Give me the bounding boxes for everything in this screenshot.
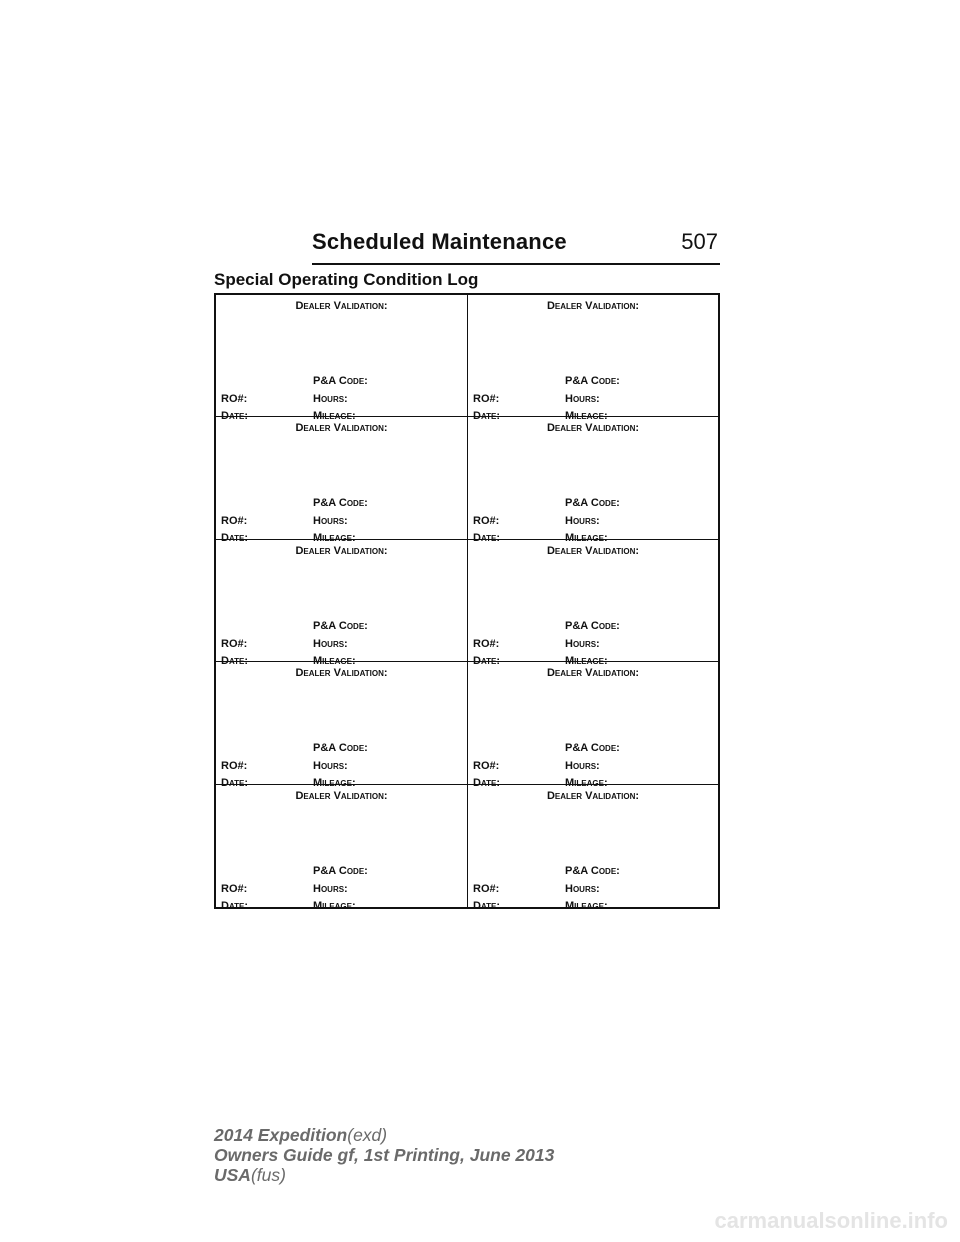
pa-code-label: P&A Code: (565, 375, 620, 387)
dealer-validation-label: Dealer Validation: (295, 300, 388, 312)
date-label: Date: (221, 532, 249, 545)
log-entry-cell (216, 540, 468, 667)
dealer-validation-label: Dealer Validation: (295, 667, 388, 680)
dealer-validation-label: Dealer Validation: (546, 667, 640, 680)
footer (214, 1125, 554, 1185)
dealer-validation-label: Dealer Validation: (546, 789, 640, 802)
hours-label: Hours: (565, 637, 600, 650)
log-grid (214, 293, 720, 912)
footer-line-2 (214, 1145, 554, 1165)
ro-number-label: RO#: (473, 515, 500, 528)
log-entry-cell (216, 417, 468, 545)
date-label: Date: (473, 777, 501, 790)
page-number: 507 (681, 229, 718, 254)
date-label: Date: (473, 410, 501, 422)
log-entry-cell (468, 662, 718, 790)
mileage-label: Mileage: (565, 532, 608, 545)
mileage-label: Mileage: (565, 654, 608, 667)
date-label: Date: (221, 899, 249, 912)
mileage-label: Mileage: (565, 777, 608, 790)
pa-code-label: P&A Code: (313, 619, 368, 632)
section-title: Scheduled Maintenance (312, 229, 567, 254)
footer-market-code: (fus) (250, 1165, 286, 1185)
hours-label: Hours: (313, 637, 348, 650)
date-label: Date: (221, 654, 249, 667)
footer-market: USA (214, 1165, 251, 1185)
pa-code-label: P&A Code: (565, 864, 620, 877)
page-header (312, 229, 720, 265)
ro-number-label: RO#: (473, 393, 500, 405)
date-label: Date: (473, 654, 501, 667)
log-entry-cell (468, 417, 718, 545)
hours-label: Hours: (565, 515, 600, 528)
dealer-validation-label: Dealer Validation: (546, 300, 640, 312)
dealer-validation-label: Dealer Validation: (546, 544, 640, 557)
date-label: Date: (473, 899, 501, 912)
dealer-validation-label: Dealer Validation: (295, 544, 388, 557)
ro-number-label: RO#: (221, 637, 248, 650)
dealer-validation-label: Dealer Validation: (546, 422, 640, 435)
mileage-label: Mileage: (313, 777, 356, 790)
ro-number-label: RO#: (221, 882, 248, 895)
hours-label: Hours: (313, 882, 348, 895)
date-label: Date: (221, 410, 249, 422)
footer-line-1 (214, 1125, 554, 1145)
footer-model-code: (exd) (347, 1125, 388, 1145)
log-entry-cell (468, 540, 718, 667)
mileage-label: Mileage: (565, 410, 608, 422)
ro-number-label: RO#: (221, 393, 248, 405)
log-entry-cell (468, 785, 718, 912)
hours-label: Hours: (313, 393, 348, 405)
hours-label: Hours: (565, 882, 600, 895)
ro-number-label: RO#: (221, 760, 248, 773)
date-label: Date: (473, 532, 501, 545)
log-entry-cell (216, 295, 468, 422)
ro-number-label: RO#: (473, 882, 500, 895)
hours-label: Hours: (565, 760, 600, 773)
mileage-label: Mileage: (313, 532, 356, 545)
pa-code-label: P&A Code: (565, 742, 620, 755)
pa-code-label: P&A Code: (313, 864, 368, 877)
dealer-validation-label: Dealer Validation: (295, 789, 388, 802)
pa-code-label: P&A Code: (565, 619, 620, 632)
log-entry-cell (216, 662, 468, 790)
log-entry-cell (216, 785, 468, 912)
mileage-label: Mileage: (313, 410, 356, 422)
pa-code-label: P&A Code: (313, 497, 368, 510)
pa-code-label: P&A Code: (565, 497, 620, 510)
log-entry-cell (468, 295, 718, 422)
hours-label: Hours: (313, 760, 348, 773)
log-title: Special Operating Condition Log (214, 270, 479, 289)
footer-line-3 (214, 1165, 554, 1185)
watermark: carmanualsonline.info (714, 1208, 948, 1233)
ro-number-label: RO#: (473, 637, 500, 650)
date-label: Date: (221, 777, 249, 790)
hours-label: Hours: (565, 393, 600, 405)
hours-label: Hours: (313, 515, 348, 528)
dealer-validation-label: Dealer Validation: (295, 422, 388, 435)
footer-model: 2014 Expedition (214, 1125, 348, 1145)
ro-number-label: RO#: (221, 515, 248, 528)
ro-number-label: RO#: (473, 760, 500, 773)
pa-code-label: P&A Code: (313, 742, 368, 755)
mileage-label: Mileage: (313, 899, 356, 912)
pa-code-label: P&A Code: (313, 375, 368, 387)
mileage-label: Mileage: (313, 654, 356, 667)
footer-printing: Owners Guide gf, 1st Printing, June 2013 (214, 1145, 555, 1165)
mileage-label: Mileage: (565, 899, 608, 912)
